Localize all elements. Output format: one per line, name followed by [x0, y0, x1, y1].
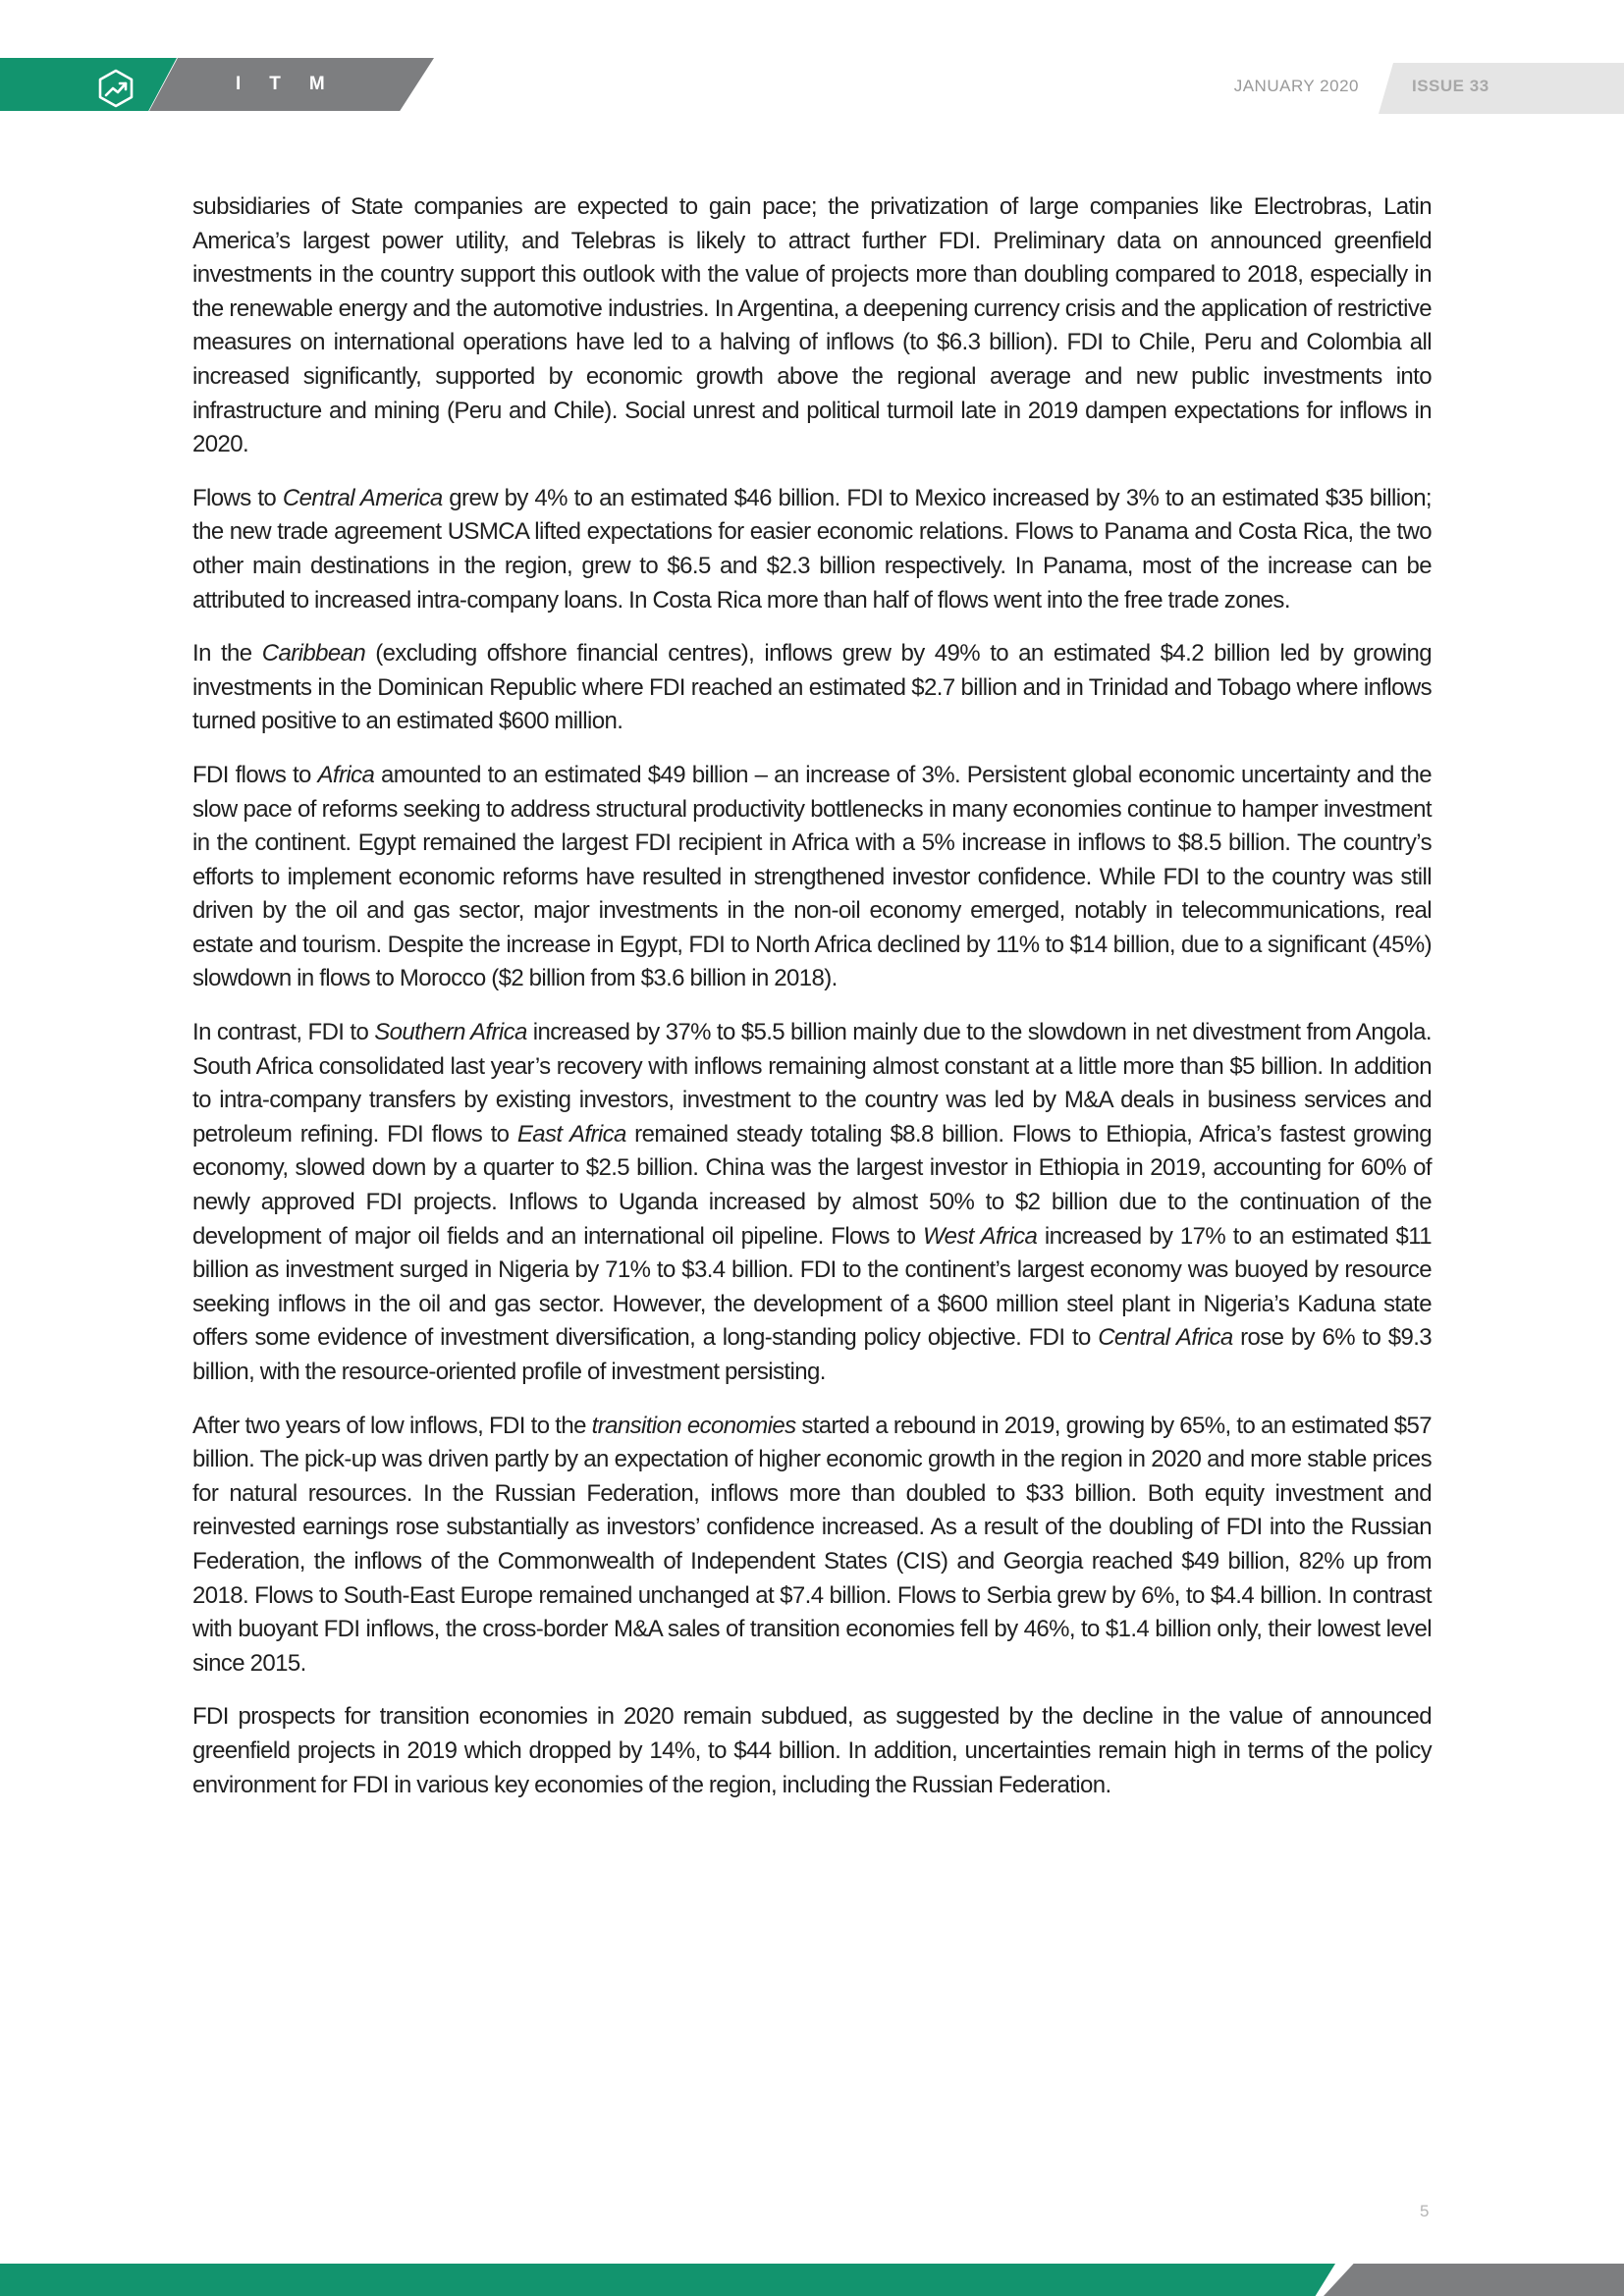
- text-run: increased by 37% to $5.5 billion mainly due to the slowdown in net divestment from Angola. South Africa consolidated last year’s recovery with inflows remaining almost constant at a little more than $5 billion. In addition to intra-company transfers by existing investors, investment to the country was led by M&A deals in business services and petroleum refining. FDI flows to: [192, 1019, 1432, 1148]
- footer-green-band: [0, 2264, 1335, 2296]
- emphasis-term: East Africa: [516, 1120, 626, 1148]
- text-run: (excluding offshore financial centres), inflows grew by 49% to an estimated $4.2 billion led by growing investments in the Dominican Republic where FDI reached an estimated $2.7 billion and in Trinidad and Tobago where inflows turned positive to an estimated $600 million.: [192, 640, 1433, 735]
- text-run: In the: [192, 640, 262, 667]
- paragraph: [192, 190, 1432, 462]
- text-run: rose by 6% to $9.3 billion, with the resource-oriented profile of investment persisting.: [192, 1324, 1433, 1385]
- text-run: increased by 17% to an estimated $11 billion as investment surged in Nigeria by 71% to $3.4 billion. FDI to the continent’s largest economy was buoyed by resource seeking inflows in the oil and gas sector. However, the development of a $600 million steel plant in Nigeria’s Kaduna state offers some evidence of investment diversification, a long-standing policy objective. FDI to: [192, 1222, 1432, 1352]
- text-run: remained steady totaling $8.8 billion. Flows to Ethiopia, Africa’s fastest growing economy, slowed down by a quarter to $2.5 billion. China was the largest investor in Ethiopia in 2019, accounting for 60% of newly approved FDI projects. Inflows to Uganda increased by almost 50% to $2 billion due to the continuation of the development of major oil fields and an international oil pipeline. Flows to: [192, 1120, 1432, 1250]
- text-run: Flows to: [192, 484, 283, 511]
- paragraph: [192, 637, 1432, 739]
- issue-number: ISSUE 33: [1412, 77, 1489, 95]
- paragraph: [192, 482, 1432, 617]
- text-run: FDI flows to: [192, 761, 318, 788]
- text-run: In contrast, FDI to: [192, 1019, 375, 1046]
- paragraph: [192, 759, 1432, 996]
- text-run: amounted to an estimated $49 billion – an increase of 3%. Persistent global economic uncertainty and the slow pace of reforms seeking to address structural productivity bottlenecks in many economies continue to hamper investment in the continent. Egypt remained the largest FDI recipient in Africa with a 5% increase in inflows to $8.5 billion. The country’s efforts to implement economic reforms have resulted in strengthened investor confidence. While FDI to the country was still driven by the oil and gas sector, major investments in the non-oil economy emerged, notably in telecommunications, real estate and tourism. Despite the increase in Egypt, FDI to North Africa declined by 11% to $14 billion, due to a significant (45%) slowdown in flows to Morocco ($2 billion from $3.6 billion in 2018).: [192, 761, 1432, 992]
- emphasis-term: Central America: [282, 484, 443, 511]
- text-run: grew by 4% to an estimated $46 billion. FDI to Mexico increased by 3% to an estimated $35 billion; the new trade agreement USMCA lifted expectations for easier economic relations. Flows to Panama and Costa Rica, the two other main destinations in the region, grew to $6.5 and $2.3 billion respectively. In Panama, most of the increase can be attributed to increased intra-company loans. In Costa Rica more than half of flows went into the free trade zones.: [192, 484, 1433, 614]
- footer-gray-band: [1324, 2264, 1624, 2296]
- emphasis-term: Central Africa: [1098, 1324, 1233, 1352]
- text-run: started a rebound in 2019, growing by 65%, to an estimated $57 billion. The pick-up was driven partly by an expectation of higher economic growth in the region in 2020 and more stable prices for natural resources. In the Russian Federation, inflows more than doubled to $33 billion. Both equity investment and reinvested earnings rose substantially as investors’ confidence increased. As a result of the doubling of FDI into the Russian Federation, the inflows of the Commonwealth of Independent States (CIS) and Georgia reached $49 billion, 82% up from 2018. Flows to South-East Europe remained unchanged at $7.4 billion. Flows to Serbia grew by 6%, to $4.4 billion. In contrast with buoyant FDI inflows, the cross-border M&A sales of transition economies fell by 46%, to $1.4 billion only, their lowest level since 2015.: [192, 1412, 1432, 1677]
- paragraph: [192, 1410, 1432, 1682]
- header-green-band: [0, 58, 177, 111]
- text-run: After two years of low inflows, FDI to the: [192, 1412, 592, 1439]
- paragraph: [192, 1700, 1432, 1802]
- emphasis-term: Africa: [317, 761, 375, 788]
- page-number: 5: [1420, 2202, 1430, 2220]
- brand-name: ITM: [236, 74, 353, 94]
- emphasis-term: Caribbean: [261, 640, 366, 667]
- emphasis-term: transition economies: [591, 1412, 796, 1439]
- emphasis-term: Southern Africa: [374, 1019, 527, 1046]
- paragraph: [192, 1016, 1432, 1390]
- text-run: FDI prospects for transition economies in 2020 remain subdued, as suggested by the decline in the value of announced greenfield projects in 2019 which dropped by 14%, to $44 billion. In addition, uncertainties remain high in terms of the policy environment for FDI in various key economies of the region, including the Russian Federation.: [192, 1703, 1432, 1798]
- text-run: subsidiaries of State companies are expected to gain pace; the privatization of large companies like Electrobras, Latin America’s largest power utility, and Telebras is likely to attract further FDI. Preliminary data on announced greenfield investments in the country support this outlook with the value of projects more than doubling compared to 2018, especially in the renewable energy and the automotive industries. In Argentina, a deepening currency crisis and the application of restrictive measures on international operations have led to a halving of inflows (to $6.3 billion). FDI to Chile, Peru and Colombia all increased significantly, supported by economic growth above the regional average and new public investments into infrastructure and mining (Peru and Chile). Social unrest and political turmoil late in 2019 dampen expectations for inflows in 2020.: [192, 193, 1432, 458]
- issue-date: JANUARY 2020: [1233, 77, 1359, 95]
- trend-up-icon: [94, 67, 137, 110]
- article-body: [192, 190, 1432, 1822]
- emphasis-term: West Africa: [922, 1222, 1038, 1250]
